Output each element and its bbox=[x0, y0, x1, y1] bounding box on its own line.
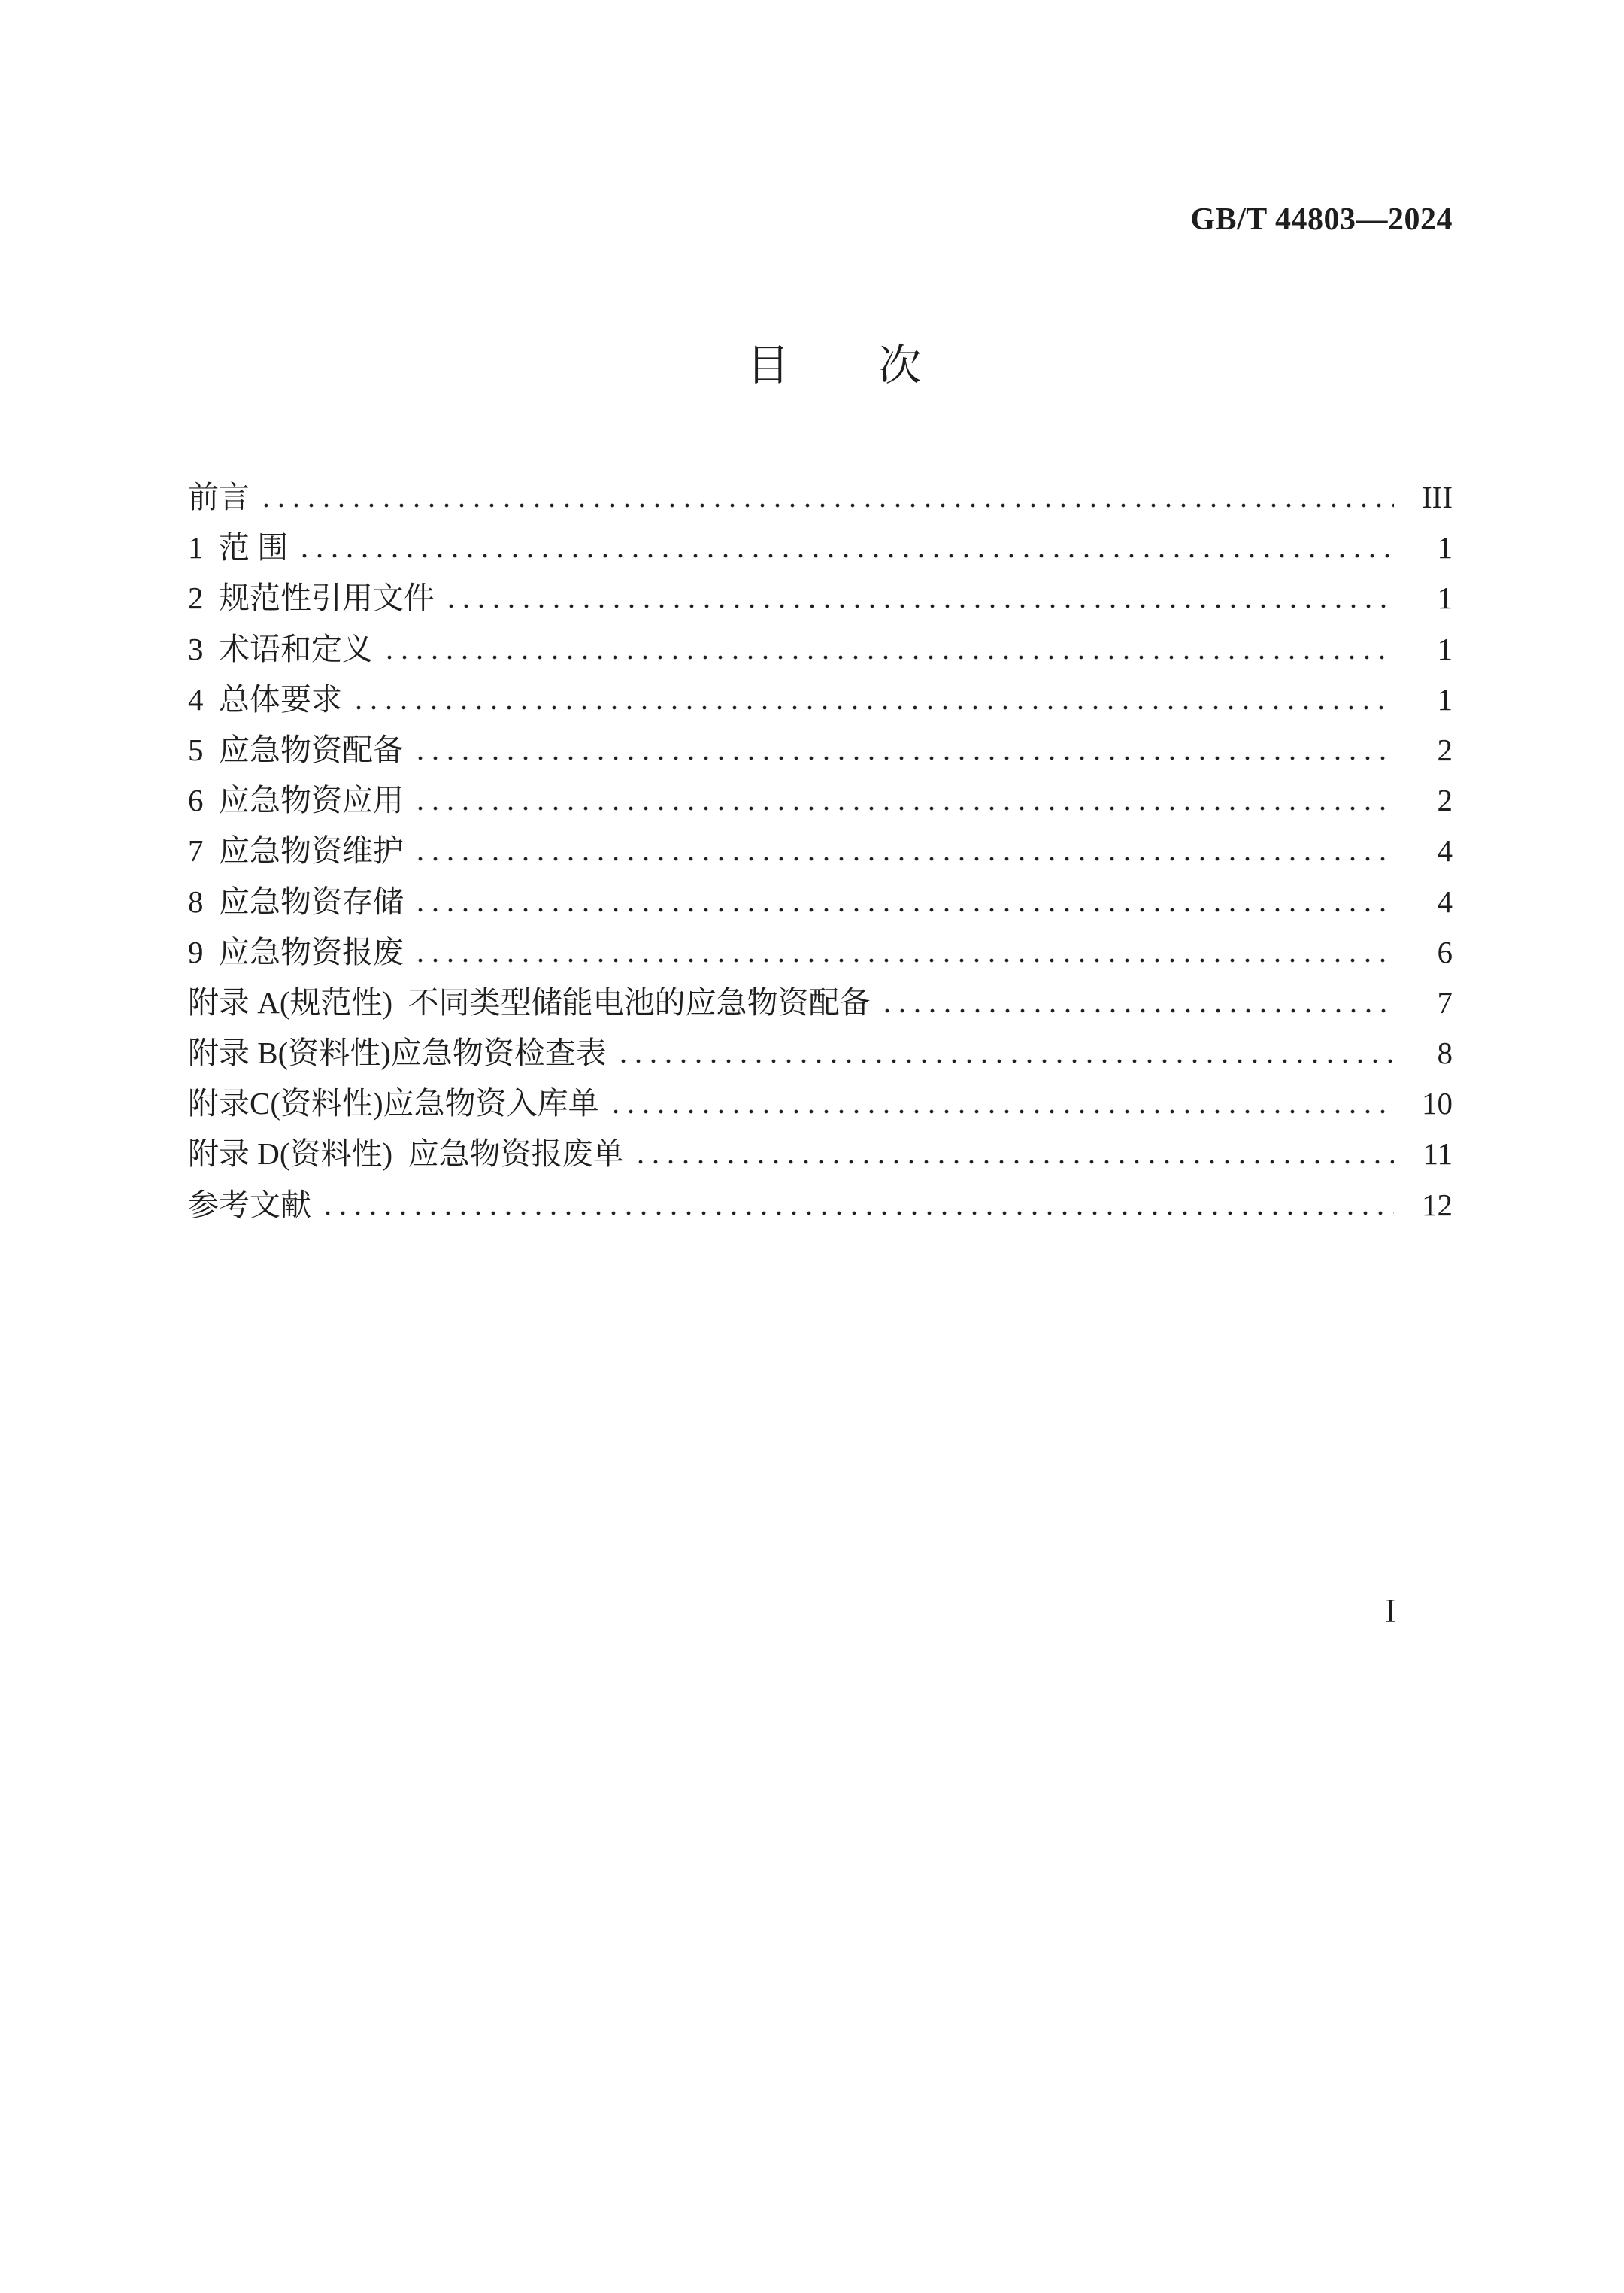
toc-entry bbox=[188, 523, 1453, 573]
toc-entry-page-number: III bbox=[1422, 480, 1453, 514]
dot-leader bbox=[413, 958, 1394, 963]
toc-entry-page-number: 1 bbox=[1437, 681, 1453, 717]
dot-leader bbox=[633, 1160, 1394, 1164]
toc-entry-page-number: 12 bbox=[1422, 1187, 1453, 1222]
dot-leader bbox=[616, 1059, 1394, 1063]
toc-entry-page-number: 2 bbox=[1437, 783, 1453, 818]
dot-leader bbox=[444, 604, 1394, 608]
toc-entry-label: 4 总体要求 bbox=[188, 681, 342, 717]
toc-entry bbox=[188, 826, 1453, 876]
toc-entry bbox=[188, 1028, 1453, 1078]
dot-leader bbox=[320, 1211, 1394, 1215]
toc-entry-label: 2 规范性引用文件 bbox=[188, 581, 435, 616]
dot-leader bbox=[608, 1109, 1394, 1114]
toc-entry-label: 3 术语和定义 bbox=[188, 631, 373, 666]
toc-entry bbox=[188, 573, 1453, 623]
dot-leader bbox=[413, 756, 1394, 760]
toc-entry-page-number: 4 bbox=[1437, 833, 1453, 869]
toc-entry bbox=[188, 472, 1453, 523]
toc-entry-page-number: 1 bbox=[1437, 631, 1453, 666]
toc-entry-label: 5 应急物资配备 bbox=[188, 732, 404, 767]
dot-leader bbox=[413, 857, 1394, 861]
toc-entry-page-number: 1 bbox=[1437, 530, 1453, 566]
toc-entry-label: 9 应急物资报废 bbox=[188, 934, 404, 969]
dot-leader bbox=[880, 1008, 1394, 1013]
dot-leader bbox=[259, 503, 1394, 508]
toc-entry bbox=[188, 624, 1453, 675]
toc-entry-page-number: 7 bbox=[1437, 984, 1453, 1020]
toc-entry-page-number: 11 bbox=[1423, 1136, 1453, 1172]
toc-entry bbox=[188, 927, 1453, 978]
toc-entry bbox=[188, 877, 1453, 927]
toc-entry-label: 附录 A(规范性) 不同类型储能电池的应急物资配备 bbox=[188, 984, 871, 1020]
toc-entry bbox=[188, 1129, 1453, 1179]
toc-entry-page-number: 6 bbox=[1437, 934, 1453, 969]
toc-entry-label: 8 应急物资存储 bbox=[188, 884, 404, 919]
toc-entry bbox=[188, 978, 1453, 1028]
toc-entry-label: 6 应急物资应用 bbox=[188, 783, 404, 818]
dot-leader bbox=[413, 908, 1394, 912]
toc-entry-page-number: 1 bbox=[1437, 581, 1453, 616]
toc-entry-label: 附录 D(资料性) 应急物资报废单 bbox=[188, 1136, 624, 1172]
toc-entry bbox=[188, 1078, 1453, 1129]
dot-leader bbox=[413, 806, 1394, 811]
page-title: 目 次 bbox=[747, 342, 923, 390]
toc-entry-label: 前言 bbox=[188, 480, 250, 514]
toc-entry-label: 附录C(资料性)应急物资入库单 bbox=[188, 1086, 599, 1121]
toc-entry bbox=[188, 725, 1453, 775]
footer-page-number: I bbox=[1385, 1592, 1396, 1630]
dot-leader bbox=[297, 554, 1394, 558]
toc-entry bbox=[188, 1180, 1453, 1230]
dot-leader bbox=[351, 705, 1394, 710]
toc-entry bbox=[188, 675, 1453, 725]
toc-entry-label: 7 应急物资维护 bbox=[188, 833, 404, 869]
toc-entry-page-number: 2 bbox=[1437, 732, 1453, 767]
toc-entry-page-number: 4 bbox=[1437, 884, 1453, 919]
dot-leader bbox=[382, 655, 1394, 660]
toc-entry-label: 参考文献 bbox=[188, 1187, 311, 1222]
toc-entry-label: 1 范 围 bbox=[188, 530, 289, 566]
toc-entry bbox=[188, 775, 1453, 826]
toc-entry-page-number: 10 bbox=[1422, 1086, 1453, 1121]
toc-entry-page-number: 8 bbox=[1437, 1036, 1453, 1071]
toc-entry-label: 附录 B(资料性)应急物资检查表 bbox=[188, 1036, 607, 1071]
toc-list bbox=[188, 472, 1453, 1230]
standard-number: GB/T 44803—2024 bbox=[1190, 202, 1453, 237]
